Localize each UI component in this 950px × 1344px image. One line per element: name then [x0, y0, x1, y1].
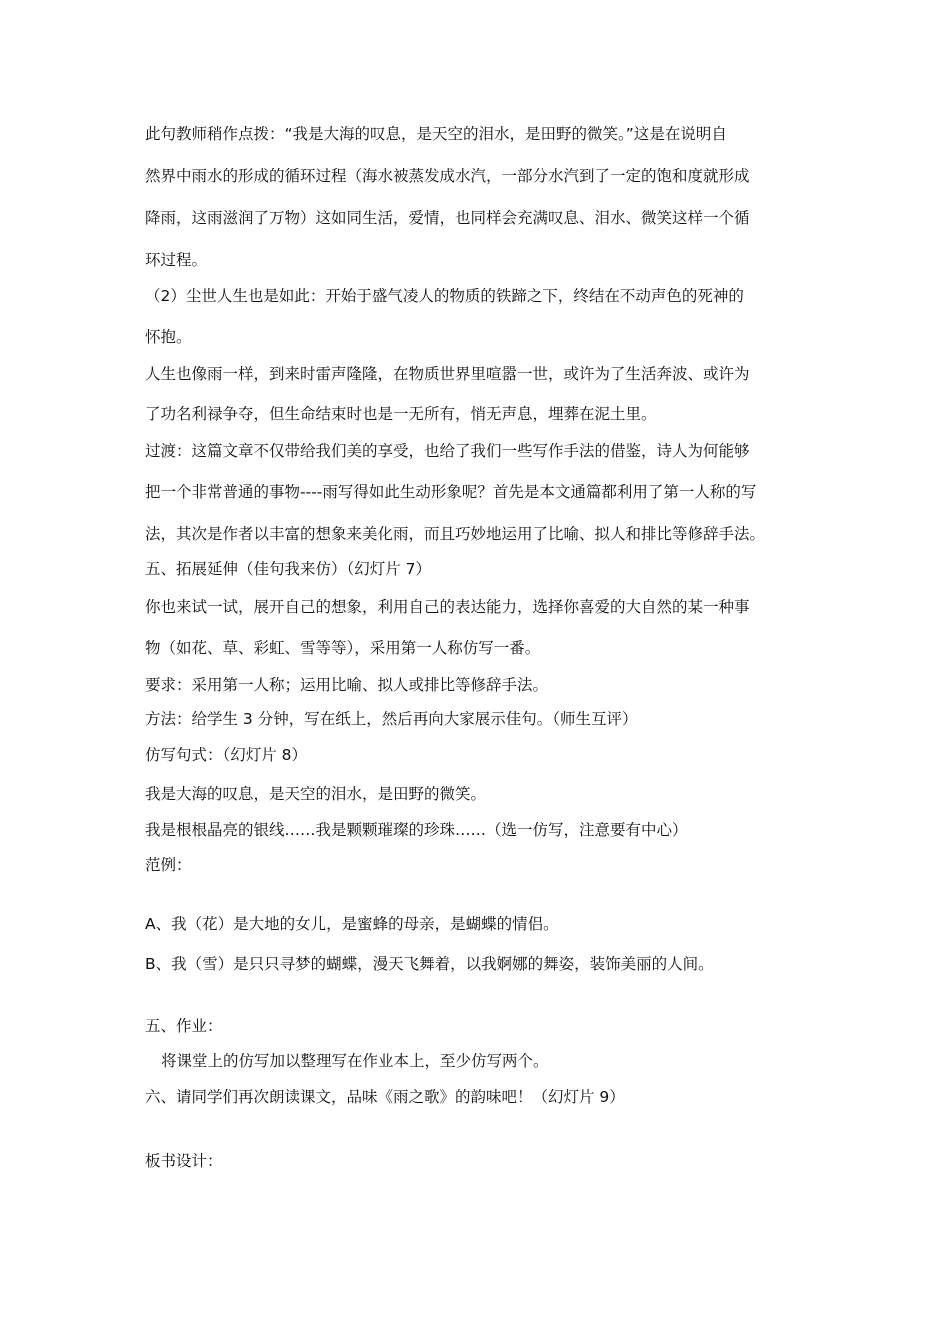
- paragraph-line: 法，其次是作者以丰富的想象来美化雨，而且巧妙地运用了比喻、拟人和排比等修辞手法。: [145, 525, 766, 543]
- paragraph-line: 我是大海的叹息，是天空的泪水，是田野的微笑。: [145, 785, 487, 803]
- paragraph-line: 人生也像雨一样，到来时雷声隆隆，在物质世界里喧嚣一世，或许为了生活奔波、或许为: [145, 365, 750, 383]
- paragraph-line: 仿写句式：（幻灯片 8）: [145, 746, 308, 764]
- paragraph-line: 怀抱。: [145, 328, 192, 346]
- paragraph-line: 要求：采用第一人称；运用比喻、拟人或排比等修辞手法。: [145, 676, 549, 694]
- paragraph-line: 物（如花、草、彩虹、雪等等），采用第一人称仿写一番。: [145, 639, 541, 657]
- paragraph-line: 方法：给学生 3 分钟，写在纸上，然后再向大家展示佳句。（师生互评）: [145, 710, 638, 728]
- section-heading: 板书设计：: [145, 1152, 223, 1170]
- paragraph-line: 我是根根晶亮的银线……我是颗颗璀璨的珍珠……（选一仿写，注意要有中心）: [145, 821, 688, 839]
- paragraph-line: 过渡：这篇文章不仅带给我们美的享受，也给了我们一些写作手法的借鉴，诗人为何能够: [145, 442, 750, 460]
- paragraph-line: 将课堂上的仿写加以整理写在作业本上，至少仿写两个。: [161, 1052, 549, 1070]
- paragraph-line: 范例：: [145, 856, 192, 874]
- section-heading: 六、请同学们再次朗读课文，品味《雨之歌》的韵味吧！（幻灯片 9）: [145, 1088, 625, 1106]
- paragraph-line: 降雨，这雨滋润了万物）这如同生活，爱情，也同样会充满叹息、泪水、微笑这样一个循: [145, 209, 750, 227]
- paragraph-line: （2）尘世人生也是如此：开始于盛气凌人的物质的铁蹄之下，终结在不动声色的死神的: [145, 287, 744, 305]
- paragraph-line: 你也来试一试，展开自己的想象，利用自己的表达能力，选择你喜爱的大自然的某一种事: [145, 598, 750, 616]
- section-heading: 五、作业：: [145, 1017, 223, 1035]
- paragraph-line: 把一个非常普通的事物----雨写得如此生动形象呢？首先是本文通篇都利用了第一人称的写: [145, 483, 757, 501]
- example-line: B、我（雪）是只只寻梦的蝴蝶，漫天飞舞着，以我婀娜的舞姿，装饰美丽的人间。: [145, 955, 714, 973]
- example-line: A、我（花）是大地的女儿，是蜜蜂的母亲，是蝴蝶的情侣。: [145, 915, 559, 933]
- paragraph-line: 了功名利禄争夺，但生命结束时也是一无所有，悄无声息，埋葬在泥土里。: [145, 405, 657, 423]
- paragraph-line: 此句教师稍作点拨：“我是大海的叹息，是天空的泪水，是田野的微笑。”这是在说明自: [145, 125, 727, 143]
- paragraph-line: 然界中雨水的形成的循环过程（海水被蒸发成水汽，一部分水汽到了一定的饱和度就形成: [145, 167, 750, 185]
- paragraph-line: 环过程。: [145, 251, 208, 269]
- section-heading: 五、拓展延伸（佳句我来仿）（幻灯片 7）: [145, 560, 432, 578]
